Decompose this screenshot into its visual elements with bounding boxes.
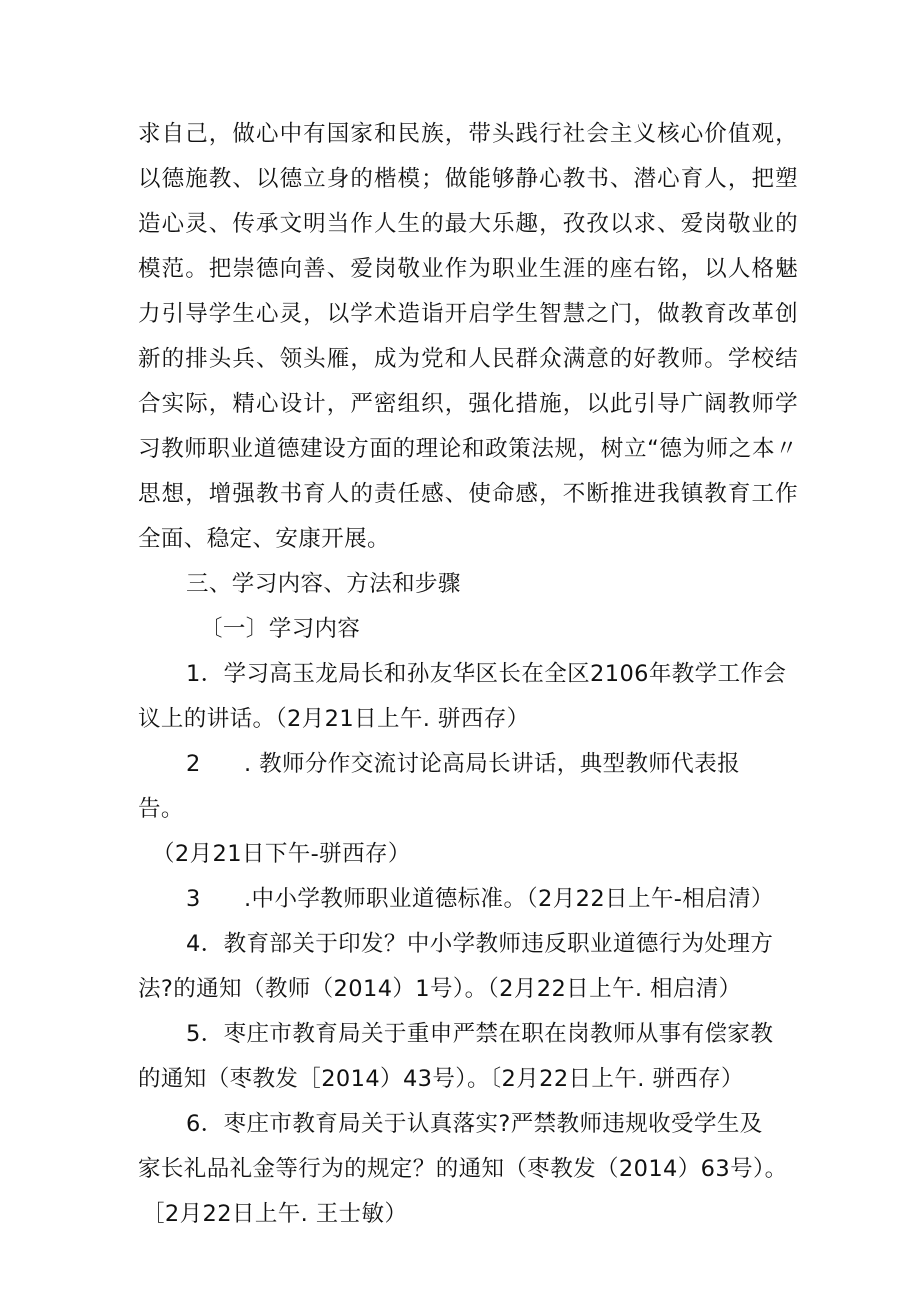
list-item-2-line-3: （2月21日下午-骈西存） bbox=[152, 841, 411, 867]
paragraph-line: 造心灵、传承文明当作人生的最大乐趣，孜孜以求、爱岗敬业的 bbox=[138, 211, 798, 237]
paragraph-line: 求自己，做心中有国家和民族，带头践行社会主义核心价值观， bbox=[138, 121, 798, 147]
paragraph-line: 以德施教、以德立身的楷模；做能够静心教书、潜心育人，把塑 bbox=[138, 166, 798, 192]
list-item-5-line-2: 的通知（枣教发［2014）43号）。〔2月22日上午. 骈西存） bbox=[138, 1066, 744, 1092]
subsection-heading: 〔一〕学习内容 bbox=[200, 616, 361, 642]
paragraph-line: 习教师职业道德建设方面的理论和政策法规，树立“德为师之本〃 bbox=[138, 436, 798, 462]
list-item-2-number: 2 bbox=[186, 751, 201, 777]
list-item-6-line-1: 6．枣庄市教育局关于认真落实?严禁教师违规收受学生及 bbox=[186, 1111, 763, 1137]
paragraph-line: 思想，增强教书育人的责任感、使命感，不断推进我镇教育工作 bbox=[138, 481, 798, 507]
list-item-1-line-2: 议上的讲话。（2月21日上午. 骈西存） bbox=[138, 706, 530, 732]
list-item-2-line-1: . 教师分作交流讨论高局长讲话，典型教师代表报 bbox=[244, 751, 741, 777]
list-item-6-line-2: 家长礼品礼金等行为的规定？的通知（枣教发（2014）63号）。 bbox=[138, 1156, 788, 1182]
list-item-5-line-1: 5．枣庄市教育局关于重申严禁在职在岗教师从事有偿家教 bbox=[186, 1021, 774, 1047]
list-item-3-number: 3 bbox=[186, 886, 201, 912]
paragraph-line: 力引导学生心灵，以学术造诣开启学生智慧之门，做教育改革创 bbox=[138, 301, 798, 327]
paragraph-line: 新的排头兵、领头雁，成为党和人民群众满意的好教师。学校结 bbox=[138, 346, 798, 372]
list-item-2-line-2: 告。 bbox=[138, 796, 184, 822]
list-item-6-line-3: ［2月22日上午. 王士敏） bbox=[142, 1201, 408, 1227]
list-item-4-line-2: 法?的通知（教师（2014）1号）。（2月22日上午. 相启清） bbox=[138, 976, 742, 1002]
paragraph-line: 模范。把崇德向善、爱岗敬业作为职业生涯的座右铭，以人格魅 bbox=[138, 256, 798, 282]
section-heading: 三、学习内容、方法和步骤 bbox=[186, 571, 461, 597]
paragraph-line: 合实际，精心设计，严密组织，强化措施，以此引导广阔教师学 bbox=[138, 391, 798, 417]
list-item-1-line-1: 1．学习高玉龙局长和孙友华区长在全区2106年教学工作会 bbox=[186, 661, 787, 687]
paragraph-line: 全面、稳定、安康开展。 bbox=[138, 526, 390, 552]
list-item-3-line-1: .中小学教师职业道德标准。（2月22日上午-相启清） bbox=[244, 886, 774, 912]
list-item-4-line-1: 4．教育部关于印发？中小学教师违反职业道德行为处理方 bbox=[186, 931, 774, 957]
